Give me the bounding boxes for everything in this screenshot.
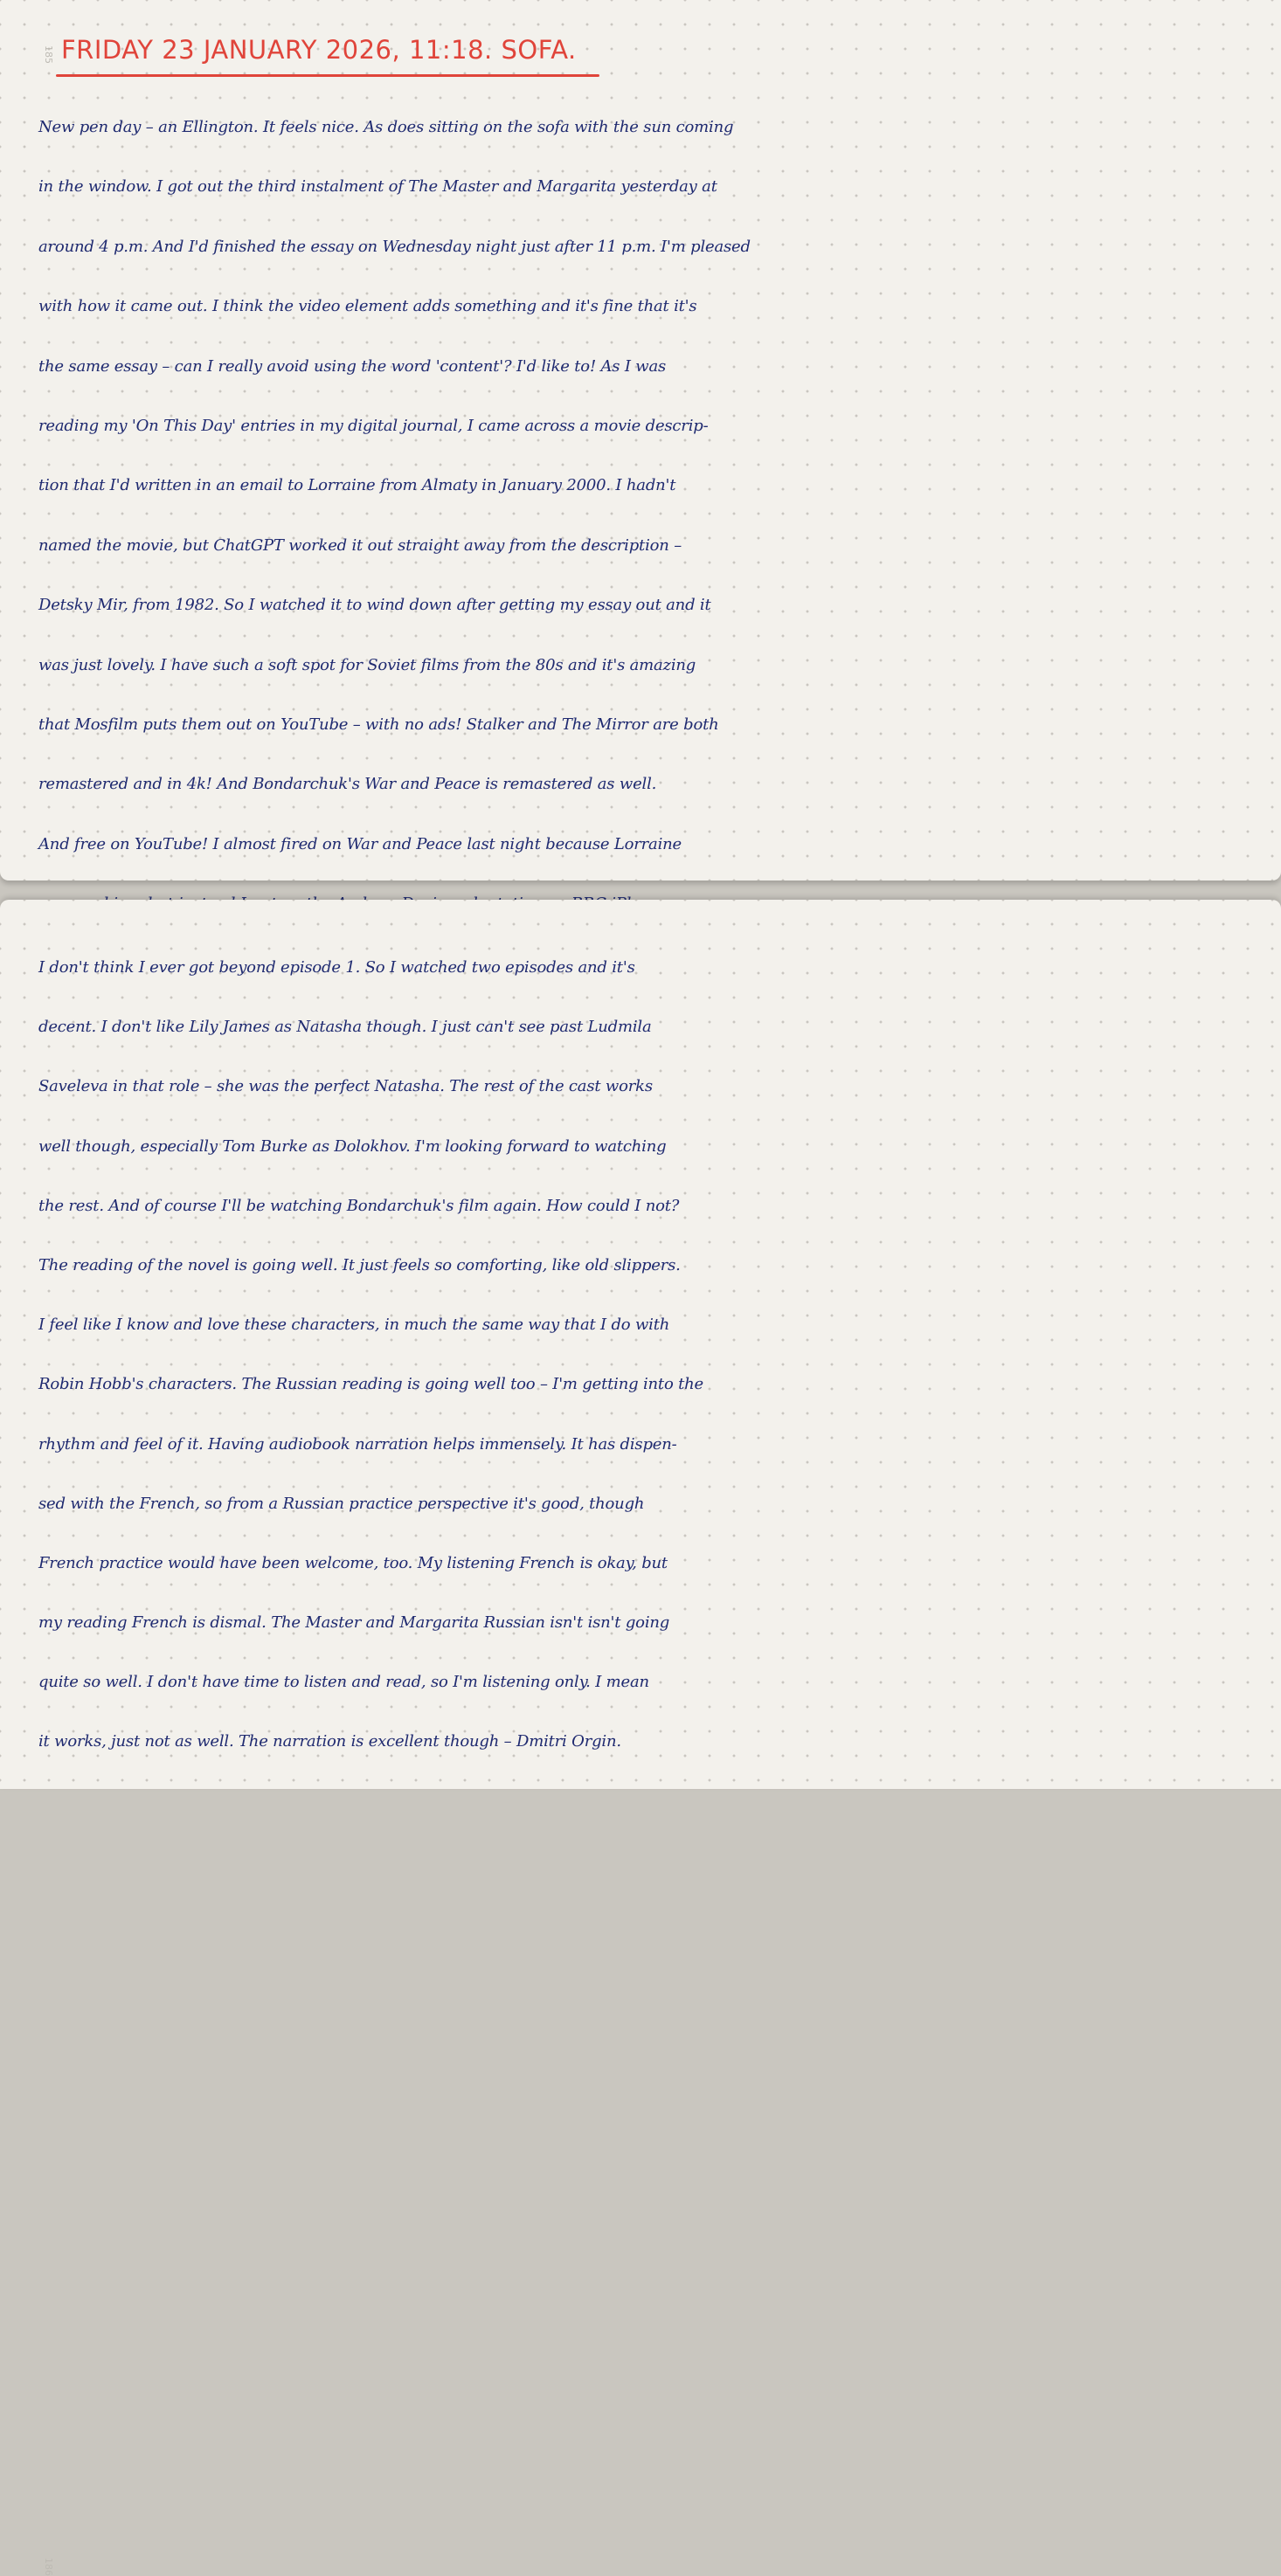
text-line: Robin Hobb's characters. The Russian reading is going well too – I'm getting into the [38, 1375, 703, 1394]
journal-page-top [0, 0, 1281, 881]
text-line: my reading French is dismal. The Master and Margarita Russian isn't isn't going [38, 1613, 670, 1633]
text-line: sed with the French, so from a Russian practice perspective it's good, though [38, 1494, 645, 1513]
text-line: reading my 'On This Day' entries in my digital journal, I came across a movie descrip- [38, 416, 709, 435]
text-line: the rest. And of course I'll be watching Bondarchuk's film again. How could I not? [38, 1196, 680, 1215]
text-line: decent. I don't like Lily James as Natasha though. I just can't see past Ludmila [38, 1018, 652, 1037]
heading-underline [56, 74, 599, 77]
text-line: around 4 p.m. And I'd finished the essay on Wednesday night just after 11 p.m. I'm pleased [38, 237, 751, 256]
text-line: with how it came out. I think the video element adds something and it's fine that it's [38, 297, 697, 316]
text-line: it works, just not as well. The narration is excellent though – Dmitri Orgin. [38, 1732, 621, 1751]
text-line: well though, especially Tom Burke as Dolokhov. I'm looking forward to watching [38, 1136, 667, 1156]
text-line: that Mosfilm puts them out on YouTube – with no ads! Stalker and The Mirror are both [38, 715, 719, 734]
text-line: Detsky Mir, from 1982. So I watched it to wind down after getting my essay out and it [38, 596, 711, 615]
text-line: The reading of the novel is going well. It just feels so comforting, like old slippers. [38, 1255, 681, 1274]
page-number: 186 [43, 2558, 54, 2576]
entry-heading: FRIDAY 23 JANUARY 2026, 11:18. SOFA. [61, 35, 577, 65]
handwritten-text-block [38, 938, 1262, 1772]
text-line: the same essay – can I really avoid using the word 'content'? I'd like to! As I was [38, 356, 667, 376]
text-line: tion that I'd written in an email to Lorraine from Almaty in January 2000. I hadn't [38, 476, 676, 495]
text-line: rhythm and feel of it. Having audiobook narration helps immensely. It has dispen- [38, 1434, 677, 1454]
text-line: French practice would have been welcome, too. My listening French is okay, but [38, 1553, 668, 1572]
handwritten-text-block [38, 98, 1262, 934]
text-line: was just lovely. I have such a soft spot for Soviet films from the 80s and it's amazing [38, 655, 696, 674]
text-line: New pen day – an Ellington. It feels nice. As does sitting on the sofa with the sun coming [38, 118, 734, 136]
text-line: I feel like I know and love these characters, in much the same way that I do with [38, 1316, 670, 1335]
text-line: named the movie, but ChatGPT worked it out straight away from the description – [38, 535, 682, 555]
page-number: 185 [43, 45, 54, 64]
text-line: quite so well. I don't have time to listen and read, so I'm listening only. I mean [38, 1673, 649, 1692]
text-line: in the window. I got out the third instalment of The Master and Margarita yesterday at [38, 177, 717, 197]
text-line: remastered and in 4k! And Bondarchuk's War and Peace is remastered as well. [38, 775, 657, 794]
text-line: I don't think I ever got beyond episode 1. So I watched two episodes and it's [38, 958, 635, 977]
text-line: Saveleva in that role – she was the perfect Natasha. The rest of the cast works [38, 1077, 653, 1096]
text-line: And free on YouTube! I almost fired on War and Peace last night because Lorraine [38, 834, 682, 853]
journal-page-bottom [0, 900, 1281, 2576]
